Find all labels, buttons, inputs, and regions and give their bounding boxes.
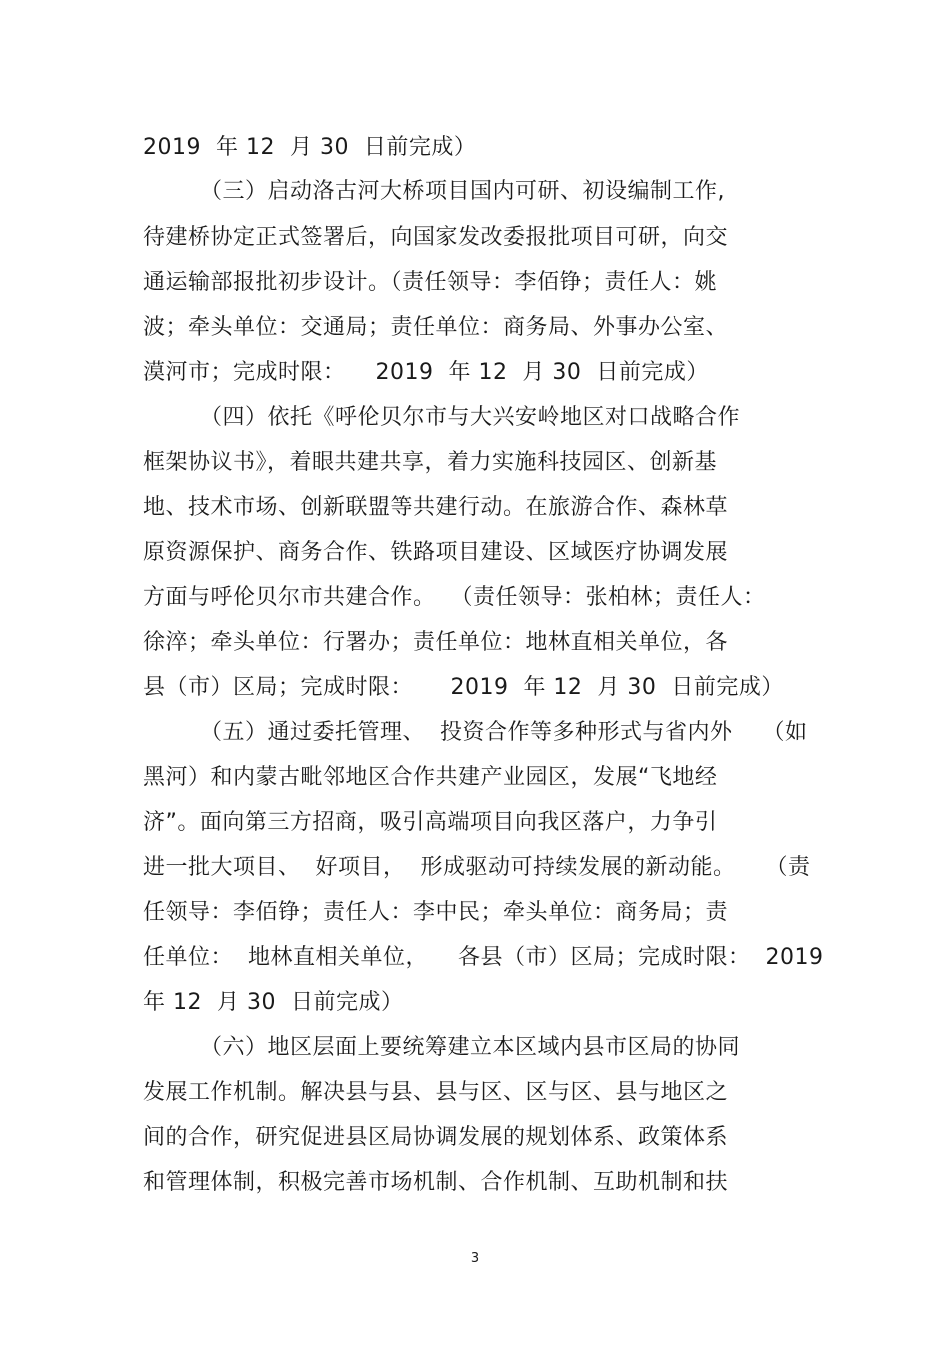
text-line: 任领导：李佰铮；责任人：李中民；牵头单位：商务局；责 <box>143 900 729 925</box>
paragraph-4-start: （四）依托《呼伦贝尔市与大兴安岭地区对口战略合作 <box>200 405 741 430</box>
text-line: 漠河市；完成时限： 2019 年 12 月 30 日前完成） <box>143 360 709 385</box>
text-line: 进一批大项目、 好项目， 形成驱动可持续发展的新动能。 （责 <box>143 855 811 880</box>
text-line: 年 12 月 30 日前完成） <box>143 990 404 1015</box>
page-number: 3 <box>470 1251 480 1266</box>
text-line: 黑河）和内蒙古毗邻地区合作共建产业园区，发展“飞地经 <box>143 765 718 790</box>
text-line: 波；牵头单位：交通局；责任单位：商务局、外事办公室、 <box>143 315 729 340</box>
text-line: 待建桥协定正式签署后，向国家发改委报批项目可研，向交 <box>143 225 729 250</box>
paragraph-5-start: （五）通过委托管理、 投资合作等多种形式与省内外 （如 <box>200 720 808 745</box>
paragraph-6-start: （六）地区层面上要统筹建立本区域内县市区局的协同 <box>200 1035 741 1060</box>
text-line: 2019 年 12 月 30 日前完成） <box>143 135 477 160</box>
paragraph-3-start: （三）启动洛古河大桥项目国内可研、初设编制工作, <box>200 179 725 204</box>
text-line: 县（市）区局；完成时限： 2019 年 12 月 30 日前完成） <box>143 675 784 700</box>
text-line: 间的合作，研究促进县区局协调发展的规划体系、政策体系 <box>143 1125 729 1150</box>
text-line: 框架协议书》，着眼共建共享，着力实施科技园区、创新基 <box>143 450 718 475</box>
text-line: 徐淬；牵头单位：行署办；责任单位：地林直相关单位，各 <box>143 630 729 655</box>
text-line: 任单位： 地林直相关单位， 各县（市）区局；完成时限： 2019 <box>143 945 824 970</box>
text-line: 济”。面向第三方招商，吸引高端项目向我区落户，力争引 <box>143 810 718 835</box>
text-line: 和管理体制，积极完善市场机制、合作机制、互助机制和扶 <box>143 1170 729 1195</box>
text-line: 地、技术市场、创新联盟等共建行动。在旅游合作、森林草 <box>143 495 729 520</box>
text-line: 发展工作机制。解决县与县、县与区、区与区、县与地区之 <box>143 1080 729 1105</box>
text-line: 方面与呼伦贝尔市共建合作。 （责任领导：张柏林；责任人： <box>143 585 766 610</box>
text-line: 原资源保护、商务合作、铁路项目建设、区域医疗协调发展 <box>143 540 729 565</box>
text-line: 通运输部报批初步设计。（责任领导：李佰铮；责任人：姚 <box>143 270 718 295</box>
